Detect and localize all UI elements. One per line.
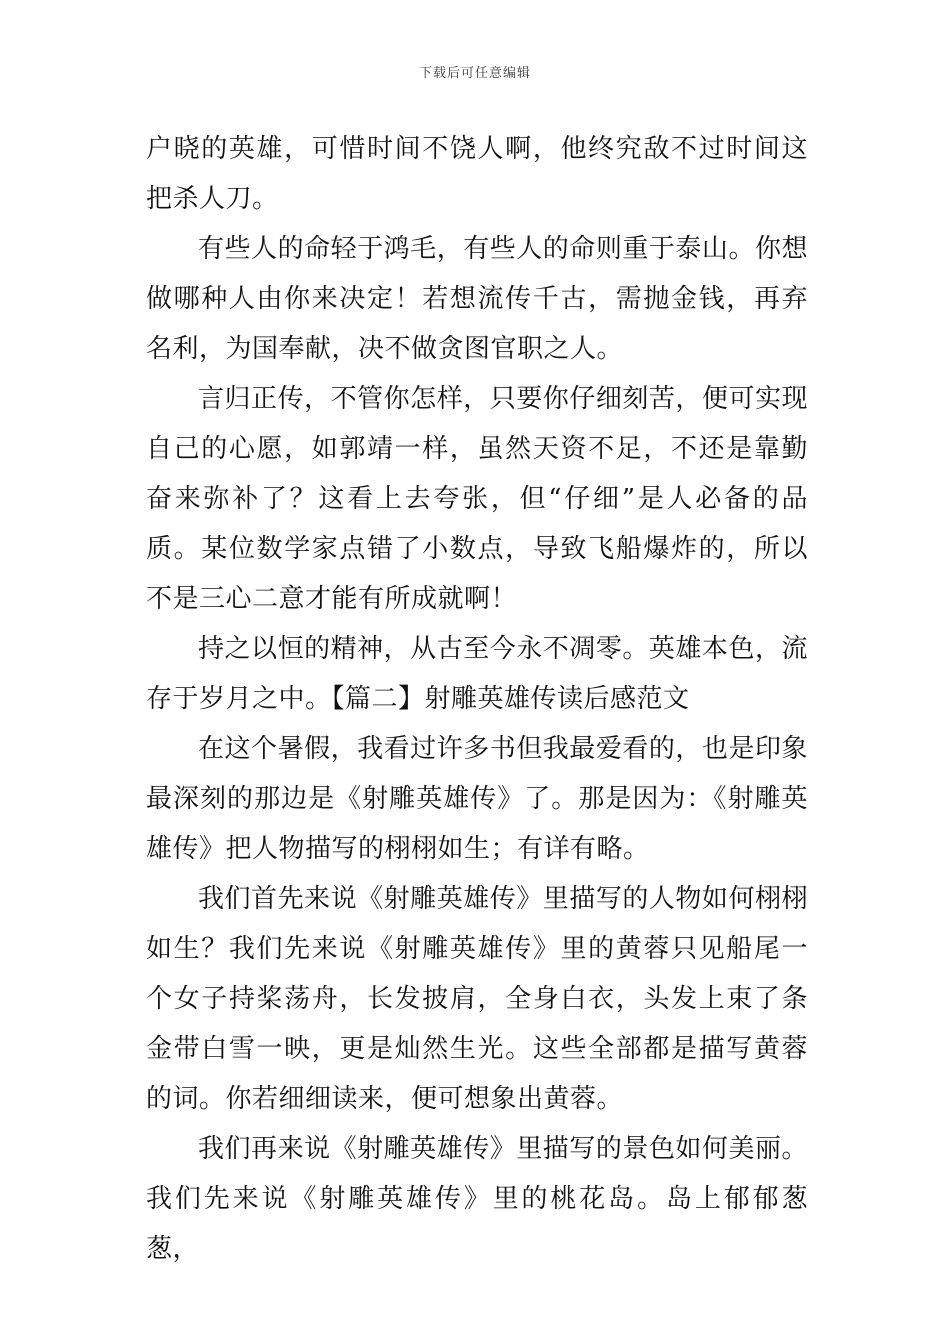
paragraph-7: 我们再来说《射雕英雄传》里描写的景色如何美丽。我们先来说《射雕英雄传》里的桃花岛。岛上郁郁葱葱， [146,1134,808,1264]
paragraph-2: 有些人的命轻于鸿毛，有些人的命则重于泰山。你想做哪种人由你来决定！若想流传千古，需抛金钱，再弃名利，为国奉献，决不做贪图官职之人。 [146,234,808,364]
paragraph-1: 户晓的英雄，可惜时间不饶人啊，他终究敌不过时间这把杀人刀。 [146,134,808,214]
paragraph-3: 言归正传，不管你怎样，只要你仔细刻苦，便可实现自己的心愿，如郭靖一样，虽然天资不足，不还是靠勤奋来弥补了？这看上去夸张，但“仔细”是人必备的品质。某位数学家点错了小数点，导致飞船爆炸的，所以不是三心二意才能有所成就啊！ [146,384,808,614]
document-body [146,124,808,1274]
paragraph-4: 持之以恒的精神，从古至今永不凋零。英雄本色，流存于岁月之中。【篇二】射雕英雄传读后感范文 [146,634,808,714]
paragraph-6: 我们首先来说《射雕英雄传》里描写的人物如何栩栩如生？我们先来说《射雕英雄传》里的黄蓉只见船尾一个女子持桨荡舟，长发披肩，全身白衣，头发上束了条金带白雪一映，更是灿然生光。这些全部都是描写黄蓉的词。你若细细读来，便可想象出黄蓉。 [146,884,808,1114]
page-header: 下载后可任意编辑 [418,66,531,81]
paragraph-5: 在这个暑假，我看过许多书但我最爱看的，也是印象最深刻的那边是《射雕英雄传》了。那是因为：《射雕英雄传》把人物描写的栩栩如生；有详有略。 [146,734,808,864]
